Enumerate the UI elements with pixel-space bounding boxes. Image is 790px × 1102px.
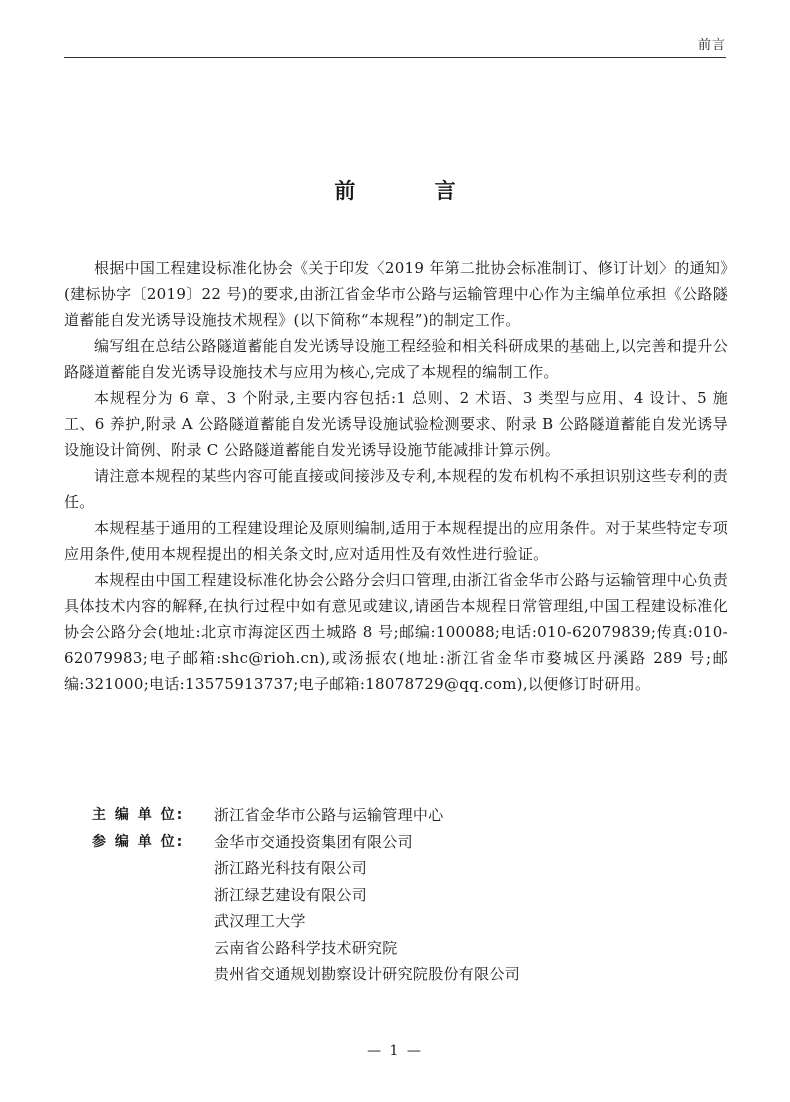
participating-unit-label: 参 编 单 位: xyxy=(92,833,185,850)
participating-unit: 贵州省交通规划勘察设计研究院股份有限公司 xyxy=(214,965,521,983)
participating-unit-row xyxy=(92,935,520,962)
participating-unit-row xyxy=(92,829,520,856)
participating-unit: 浙江路光科技有限公司 xyxy=(214,859,368,877)
chief-unit-row xyxy=(92,802,520,829)
paragraph-patent-notice: 请注意本规程的某些内容可能直接或间接涉及专利,本规程的发布机构不承担识别这些专利的责任。 xyxy=(64,467,728,511)
participating-unit-row xyxy=(92,855,520,882)
participating-unit-row xyxy=(92,882,520,909)
chief-unit-value: 浙江省金华市公路与运输管理中心 xyxy=(214,806,444,824)
participating-unit: 云南省公路科学技术研究院 xyxy=(214,938,398,957)
running-header: 前言 xyxy=(697,38,726,53)
paragraph-background: 根据中国工程建设标准化协会《关于印发〈2019 年第二批协会标准制订、修订计划〉的通知》(建标协字〔2019〕22 号)的要求,由浙江省金华市公路与运输管理中心作为主编单位承担《公路隧道蓄能自发光诱导设施技术规程》(以下简称“本规程”)的制定工作。 xyxy=(64,259,728,329)
preface-body xyxy=(64,255,728,697)
paragraph-compilation: 编写组在总结公路隧道蓄能自发光诱导设施工程经验和相关科研成果的基础上,以完善和提升公路隧道蓄能自发光诱导设施技术与应用为核心,完成了本规程的编制工作。 xyxy=(64,337,728,381)
paragraph-structure: 本规程分为 6 章、3 个附录,主要内容包括:1 总则、2 术语、3 类型与应用、4 设计、5 施工、6 养护,附录 A 公路隧道蓄能自发光诱导设施试验检测要求、附录 B 公路隧道蓄能自发光诱导设施设计简例、附录 C 公路隧道蓄能自发光诱导设施节能减排计算示例。 xyxy=(64,389,728,459)
participating-unit: 浙江绿艺建设有限公司 xyxy=(214,885,368,904)
page-number: — 1 — xyxy=(367,1043,423,1059)
participating-unit-row xyxy=(92,908,520,935)
participating-unit: 金华市交通投资集团有限公司 xyxy=(214,832,413,851)
chief-unit-label: 主 编 单 位: xyxy=(92,807,185,823)
header-rule xyxy=(64,57,726,58)
page-title: 前 言 xyxy=(334,178,492,203)
editorial-units xyxy=(92,802,520,988)
paragraph-contact: 本规程由中国工程建设标准化协会公路分会归口管理,由浙江省金华市公路与运输管理中心负责具体技术内容的解释,在执行过程中如有意见或建议,请函告本规程日常管理组,中国工程建设标准化协会公路分会(地址:北京市海淀区西土城路 8 号;邮编:100088;电话:010-62079839;传真:010-62079983;电子邮箱:shc@rioh.cn),或汤振农(地址:浙江省金华市婺城区丹溪路 289 号;邮编:321000;电话:13575913737;电子邮箱:18078729@qq.com),以便修订时研用。 xyxy=(64,571,728,693)
participating-unit-row xyxy=(92,961,520,988)
paragraph-applicability: 本规程基于通用的工程建设理论及原则编制,适用于本规程提出的应用条件。对于某些特定专项应用条件,使用本规程提出的相关条文时,应对适用性及有效性进行验证。 xyxy=(64,519,728,563)
participating-unit: 武汉理工大学 xyxy=(214,912,306,930)
